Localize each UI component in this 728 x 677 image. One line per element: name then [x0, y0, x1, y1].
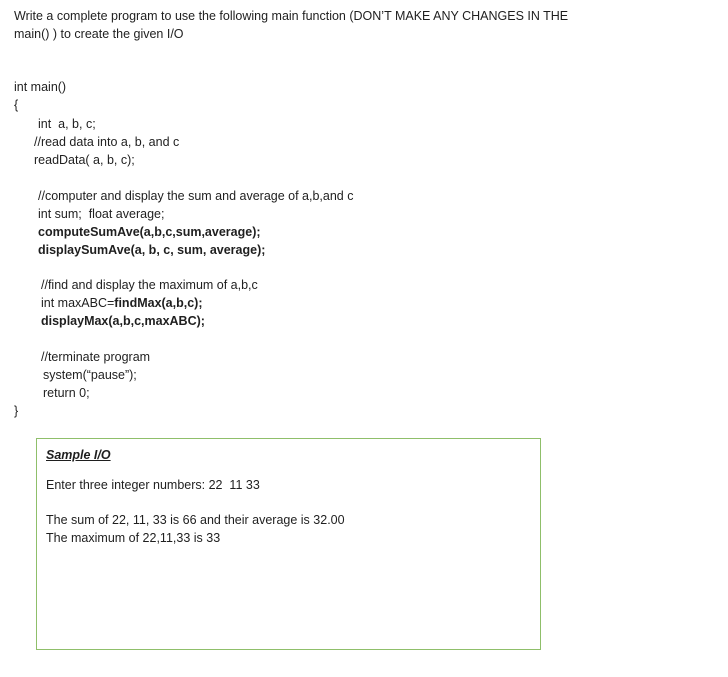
comment-read-data: //read data into a, b, and c: [34, 135, 180, 149]
declare-max: [41, 295, 203, 311]
declare-sum-average: int sum; float average;: [38, 207, 165, 221]
close-brace: }: [14, 404, 19, 418]
open-brace: {: [14, 98, 19, 112]
call-find-max: findMax(a,b,c);: [114, 296, 203, 310]
main-signature: int main(): [14, 80, 67, 94]
sample-output-sum: The sum of 22, 11, 33 is 66 and their average is 32.00: [46, 513, 345, 527]
sample-io-title: Sample I/O: [46, 448, 111, 462]
sample-io-box: [36, 438, 541, 650]
call-read-data: readData( a, b, c);: [34, 153, 135, 167]
instruction-line-2: main() ) to create the given I/O: [14, 27, 184, 41]
sample-input-line: Enter three integer numbers: 22 11 33: [46, 478, 260, 492]
variable-declaration: int a, b, c;: [38, 117, 96, 131]
call-system-pause: system(“pause”);: [43, 368, 137, 382]
call-compute-sum-ave: computeSumAve(a,b,c,sum,average);: [38, 225, 261, 239]
sample-output-max: The maximum of 22,11,33 is 33: [46, 531, 221, 545]
call-display-sum-ave: displaySumAve(a, b, c, sum, average);: [38, 243, 266, 257]
comment-terminate: //terminate program: [41, 350, 151, 364]
instruction-line-1: Write a complete program to use the following main function (DON’T MAKE ANY CHANGES IN THE: [14, 9, 569, 23]
comment-sum-average: //computer and display the sum and average of a,b,and c: [38, 189, 354, 203]
comment-find-max: //find and display the maximum of a,b,c: [41, 278, 258, 292]
call-display-max: displayMax(a,b,c,maxABC);: [41, 314, 205, 328]
declare-max-prefix: int maxABC=: [41, 296, 115, 310]
return-statement: return 0;: [43, 386, 90, 400]
